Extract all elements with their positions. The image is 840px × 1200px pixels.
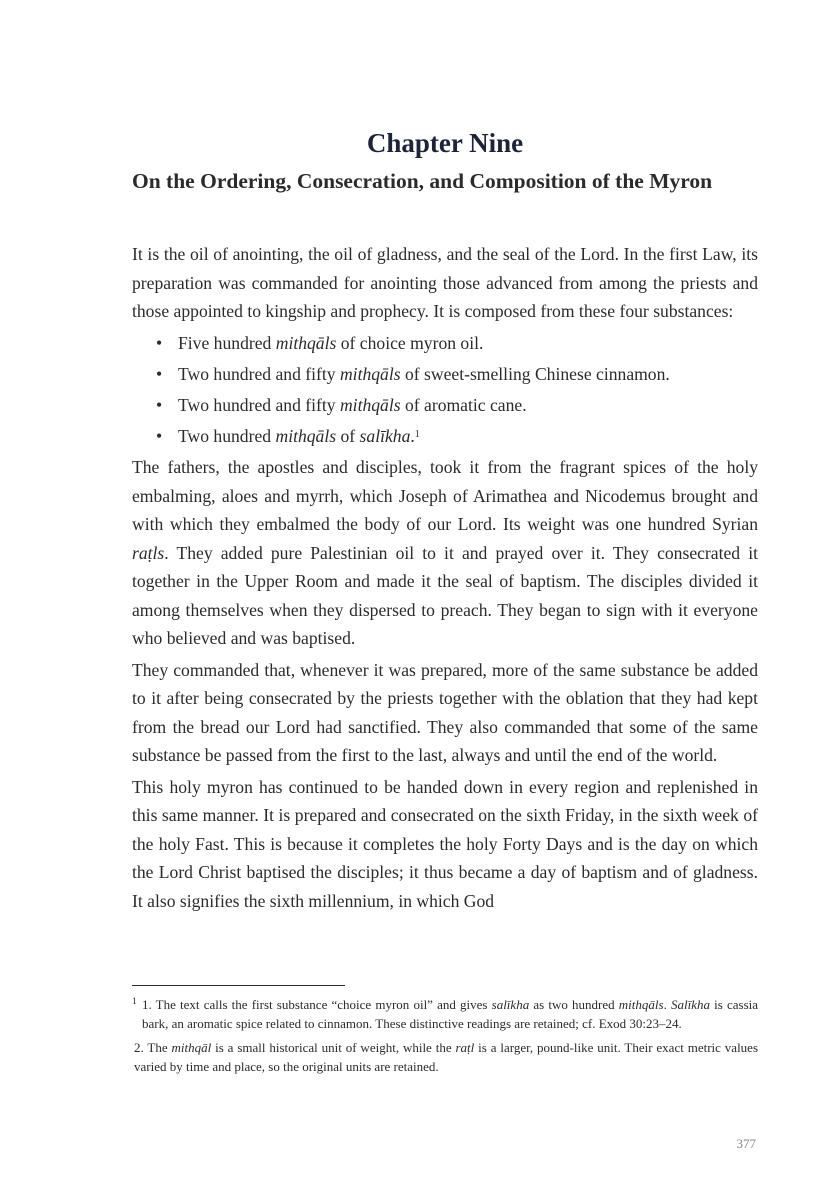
- footnote: 1 1. The text calls the first substance “choice myron oil” and gives salīkha as two hundred mithqāls. Salīkha is cassia bark, an aromatic spice related to cinnamon. These distinctive readings are retained; cf. Exod 30:23–24.: [132, 996, 758, 1033]
- body-text: [132, 240, 758, 918]
- footnote-divider: [132, 985, 345, 986]
- footnotes: [132, 996, 758, 1082]
- page-number: 377: [736, 1136, 756, 1151]
- paragraph: It is the oil of anointing, the oil of gladness, and the seal of the Lord. In the first Law, its preparation was commanded for anointing those advanced from among the priests and those appointed to kingship and prophecy. It is composed from these four substances:: [132, 244, 758, 321]
- chapter-title: Chapter Nine: [366, 128, 524, 158]
- list-item: • Two hundred and fifty mithqāls of aromatic cane.: [178, 391, 758, 420]
- footnote-mark: 1: [132, 997, 137, 1007]
- paragraph: The fathers, the apostles and disciples, took it from the fragrant spices of the holy embalming, aloes and myrrh, which Joseph of Arimathea and Nicodemus brought and with which they embalmed the body of our Lord. Its weight was one hundred Syrian raṭls. They added pure Palestinian oil to it and prayed over it. They consecrated it together in the Upper Room and made it the seal of baptism. The disciples divided it among themselves when they dispersed to preach. They began to sign with it everyone who believed and was baptised.: [132, 457, 758, 648]
- list-item: • Five hundred mithqāls of choice myron oil.: [178, 329, 758, 358]
- footnote-ref[interactable]: 1: [414, 428, 420, 440]
- list-item: • Two hundred and fifty mithqāls of sweet-smelling Chinese cinnamon.: [178, 360, 758, 389]
- paragraph: This holy myron has continued to be handed down in every region and replenished in this same manner. It is prepared and consecrated on the sixth Friday, in the sixth week of the holy Fast. This is because it completes the holy Forty Days and is the day on which the Lord Christ baptised the disciples; it thus became a day of baptism and of gladness. It also signifies the sixth millennium, in which God: [132, 776, 758, 911]
- section-title: On the Ordering, Consecration, and Composition of the Myron: [132, 169, 713, 193]
- substance-list: [132, 329, 758, 451]
- list-item: • Two hundred mithqāls of salīkha.$^1$: [178, 422, 758, 451]
- footnote: 2. The mithqāl is a small historical unit of weight, while the raṭl is a larger, pound-like unit. Their exact metric values varied by time and place, so the original units are retained.: [134, 1040, 759, 1074]
- paragraph: They commanded that, whenever it was prepared, more of the same substance be added to it after being consecrated by the priests together with the oblation that they had kept from the bread our Lord had sanctified. They also commanded that some of the same substance be passed from the first to the last, always and until the end of the world.: [132, 659, 758, 765]
